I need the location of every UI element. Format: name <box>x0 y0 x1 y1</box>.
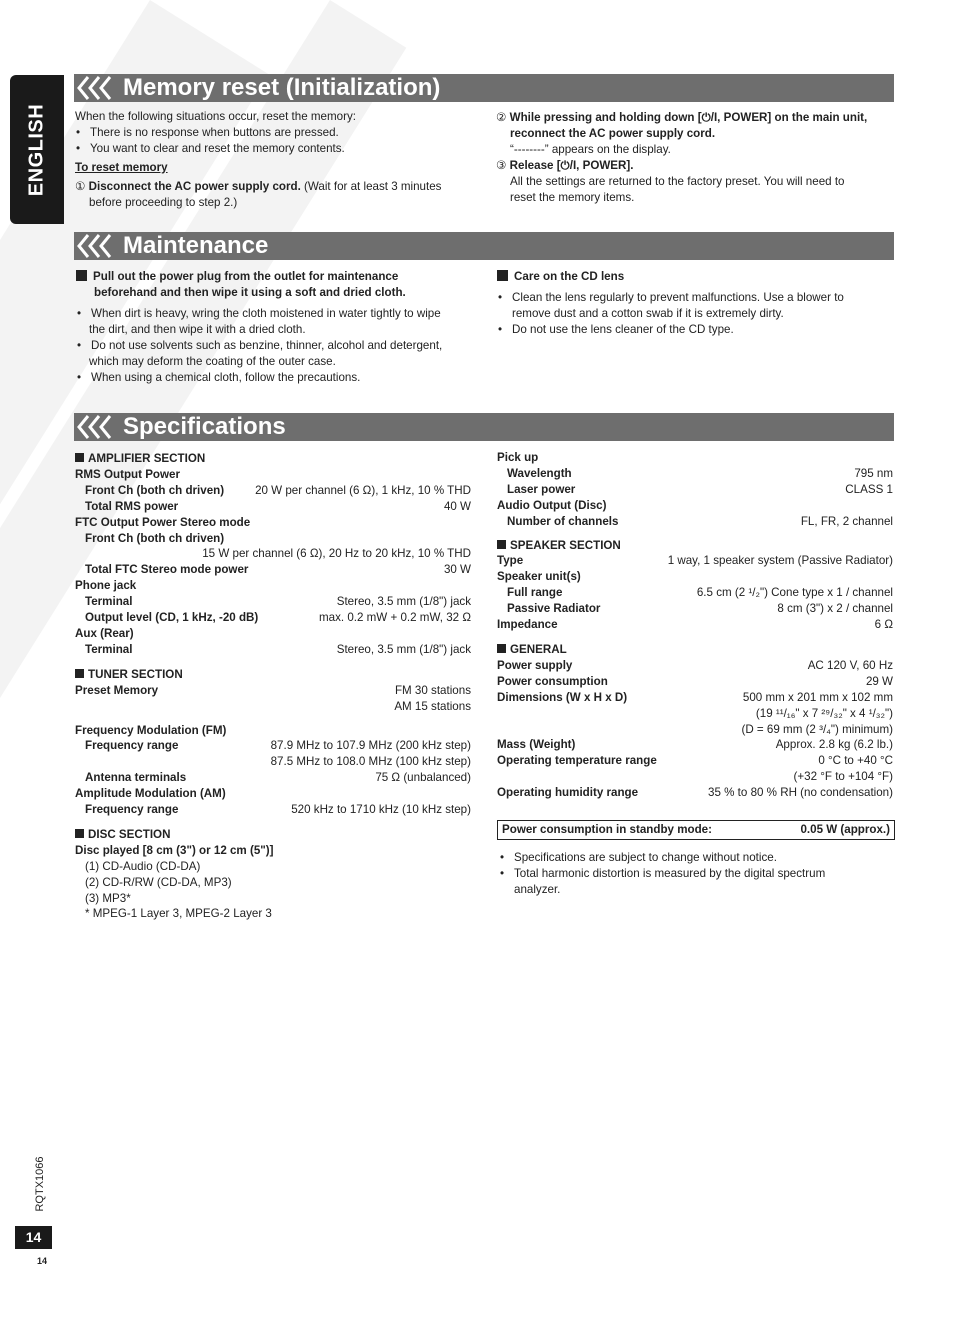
specifications-header <box>74 413 894 441</box>
cd-lens-heading: Care on the CD lens <box>497 269 897 285</box>
maintenance-bullets <box>76 306 476 386</box>
spec-value: 75 Ω (unbalanced) <box>375 771 471 785</box>
step-bold: Release [⏻/I, POWER]. <box>509 159 634 172</box>
spec-value: 20 W per channel (6 Ω), 1 kHz, 10 % THD <box>255 483 471 497</box>
spec-row <box>497 658 893 674</box>
spec-row <box>75 594 471 610</box>
amplifier-heading: AMPLIFIER SECTION <box>75 451 471 467</box>
specs-right-column <box>497 450 893 801</box>
step-bold: While pressing and holding down [⏻/I, POWER] on the main unit, <box>509 111 868 124</box>
spec-group: Aux (Rear) <box>75 626 134 640</box>
spec-value: FL, FR, 2 channel <box>800 514 893 528</box>
step-number: ② <box>496 111 507 124</box>
chevrons-icon <box>76 414 116 440</box>
memory-step-1 <box>75 179 475 195</box>
spec-value: 30 W <box>443 563 471 577</box>
spec-label: Preset Memory <box>75 683 159 697</box>
spec-label: Frequency range <box>85 803 179 817</box>
maintenance-left <box>76 269 476 386</box>
spec-group: Speaker unit(s) <box>497 570 581 584</box>
maintenance-heading-cont: beforehand and then wipe it using a soft and dried cloth. <box>94 286 406 299</box>
spec-label: Type <box>497 554 524 568</box>
spec-value: 15 W per channel (6 Ω), 20 Hz to 20 kHz, 10 % THD <box>202 547 471 561</box>
spec-row <box>497 690 893 706</box>
spec-label: Terminal <box>85 642 133 656</box>
spec-row <box>497 617 893 633</box>
spec-label: Number of channels <box>507 514 619 528</box>
spec-value: 40 W <box>443 499 471 513</box>
spec-row <box>75 683 471 699</box>
spec-label: Full range <box>507 586 563 600</box>
spec-value: 6.5 cm (2 ¹/₂") Cone type x 1 / channel <box>696 586 893 600</box>
section-title: Maintenance <box>123 232 269 259</box>
list-item: • Do not use the lens cleaner of the CD type. <box>497 322 897 338</box>
spec-row <box>497 737 893 753</box>
list-item: • There is no response when buttons are pressed. <box>75 125 475 141</box>
spec-row <box>75 499 471 515</box>
spec-label: Passive Radiator <box>507 602 601 616</box>
standby-power-box <box>497 820 895 840</box>
maintenance-right <box>497 269 897 338</box>
spec-value: AM 15 stations <box>394 699 471 713</box>
page-number-small: 14 <box>37 1256 48 1266</box>
spec-value: 8 cm (3") x 2 / channel <box>777 602 893 616</box>
step-number: ③ <box>496 159 507 172</box>
list-item: (3) MP3* <box>85 891 131 905</box>
spec-value: 795 nm <box>854 466 893 480</box>
list-item: • Specifications are subject to change without notice. <box>499 850 895 866</box>
spec-notes <box>499 850 895 898</box>
spec-group: Phone jack <box>75 579 137 593</box>
spec-row <box>75 738 471 754</box>
step-bold: Disconnect the AC power supply cord. <box>88 180 301 193</box>
language-tab <box>10 75 64 224</box>
spec-group: FTC Output Power Stereo mode <box>75 515 251 529</box>
spec-row <box>497 466 893 482</box>
spec-value: FM 30 stations <box>394 683 471 697</box>
spec-label: Mass (Weight) <box>497 738 576 752</box>
model-number: RQTX1066 <box>34 1156 46 1212</box>
spec-label: Front Ch (both ch driven) <box>85 483 225 497</box>
spec-label: Impedance <box>497 618 558 632</box>
list-item-cont: analyzer. <box>514 883 561 896</box>
spec-group: Frequency Modulation (FM) <box>75 723 227 737</box>
spec-label: Operating temperature range <box>497 754 657 768</box>
spec-value: AC 120 V, 60 Hz <box>807 658 893 672</box>
spec-value: 35 % to 80 % RH (no condensation) <box>708 786 893 800</box>
spec-value: 29 W <box>865 674 893 688</box>
list-item: • Total harmonic distortion is measured by the digital spectrum <box>499 866 895 882</box>
spec-row <box>75 610 471 626</box>
spec-row <box>75 642 471 658</box>
spec-row <box>497 674 893 690</box>
chevrons-icon <box>76 75 116 101</box>
spec-value: Stereo, 3.5 mm (1/8") jack <box>336 595 471 609</box>
spec-row <box>497 553 893 569</box>
step-number: ① <box>75 180 86 193</box>
step-note: “--------” appears on the display. <box>510 143 671 156</box>
list-item: • Do not use solvents such as benzine, thinner, alcohol and detergent, <box>76 338 476 354</box>
memory-subheading: To reset memory <box>75 161 168 174</box>
spec-group: Amplitude Modulation (AM) <box>75 787 226 801</box>
spec-label: Antenna terminals <box>85 771 187 785</box>
maintenance-heading: Pull out the power plug from the outlet for maintenance <box>76 269 476 285</box>
cd-lens-bullets <box>497 290 897 338</box>
spec-value: Stereo, 3.5 mm (1/8") jack <box>336 642 471 656</box>
list-item: • When using a chemical cloth, follow the precautions. <box>76 370 476 386</box>
memory-step-2 <box>496 110 896 126</box>
spec-row <box>497 753 893 769</box>
spec-label: Dimensions (W x H x D) <box>497 690 628 704</box>
spec-value: (+32 °F to +104 °F) <box>793 770 893 784</box>
general-heading: GENERAL <box>497 642 893 658</box>
disc-heading: DISC SECTION <box>75 827 471 843</box>
specs-left-column <box>75 451 471 922</box>
spec-group: Pick up <box>497 451 539 464</box>
spec-row <box>75 562 471 578</box>
footnote: * MPEG-1 Layer 3, MPEG-2 Layer 3 <box>85 907 272 921</box>
speaker-heading: SPEAKER SECTION <box>497 538 893 554</box>
spec-value: 500 mm x 201 mm x 102 mm <box>742 690 893 704</box>
list-item: • You want to clear and reset the memory contents. <box>75 141 475 157</box>
spec-label: Terminal <box>85 595 133 609</box>
spec-label: Total RMS power <box>85 499 179 513</box>
spec-group: Audio Output (Disc) <box>497 498 607 512</box>
step-text: before proceeding to step 2.) <box>89 196 238 209</box>
spec-row <box>75 770 471 786</box>
spec-group: Disc played [8 cm (3") or 12 cm (5")] <box>75 843 274 857</box>
spec-value: (D = 69 mm (2 ³/₄") minimum) <box>741 722 893 736</box>
maintenance-header <box>74 232 894 260</box>
spec-label: Laser power <box>507 482 576 496</box>
spec-label: Frequency range <box>85 739 179 753</box>
spec-row <box>497 785 893 801</box>
tuner-heading: TUNER SECTION <box>75 667 471 683</box>
spec-label: Operating humidity range <box>497 786 639 800</box>
spec-group: RMS Output Power <box>75 467 180 481</box>
language-label: ENGLISH <box>25 103 48 196</box>
list-item: (2) CD-R/RW (CD-DA, MP3) <box>85 875 232 889</box>
memory-reset-right <box>496 110 896 206</box>
spec-label: Total FTC Stereo mode power <box>85 563 249 577</box>
spec-row <box>75 802 471 818</box>
spec-value: max. 0.2 mW + 0.2 mW, 32 Ω <box>318 611 471 625</box>
section-title: Memory reset (Initialization) <box>123 74 441 101</box>
memory-reset-left <box>75 109 475 211</box>
spec-row <box>497 601 893 617</box>
section-title: Specifications <box>123 413 286 440</box>
standby-label: Power consumption in standby mode: <box>502 823 712 836</box>
spec-value: Approx. 2.8 kg (6.2 lb.) <box>775 738 893 752</box>
spec-value: (19 ¹¹/₁₆" x 7 ²⁹/₃₂" x 4 ¹/₃₂") <box>755 706 893 720</box>
spec-label: Output level (CD, 1 kHz, -20 dB) <box>85 611 259 625</box>
spec-row <box>75 483 471 499</box>
spec-value: 6 Ω <box>874 618 893 632</box>
step-bold: reconnect the AC power supply cord. <box>510 127 716 140</box>
list-item: • When dirt is heavy, wring the cloth moistened in water tightly to wipe <box>76 306 476 322</box>
list-item: • Clean the lens regularly to prevent malfunctions. Use a blower to <box>497 290 897 306</box>
step-text: All the settings are returned to the factory preset. You will need to <box>510 175 845 188</box>
spec-value: 1 way, 1 speaker system (Passive Radiator) <box>667 554 893 568</box>
memory-reset-header <box>74 74 894 102</box>
spec-row <box>497 514 893 530</box>
spec-value: CLASS 1 <box>845 482 893 496</box>
page-number: 14 <box>15 1226 52 1249</box>
standby-value: 0.05 W (approx.) <box>800 823 890 836</box>
list-item-cont: the dirt, and then wipe it with a dried cloth. <box>89 323 306 336</box>
spec-label: Front Ch (both ch driven) <box>85 531 225 545</box>
chevrons-icon <box>76 233 116 259</box>
list-item-cont: which may deform the coating of the outer case. <box>89 355 336 368</box>
spec-label: Power supply <box>497 658 573 672</box>
step-text: reset the memory items. <box>510 191 635 204</box>
memory-step-3 <box>496 158 896 174</box>
spec-value: 520 kHz to 1710 kHz (10 kHz step) <box>291 803 471 817</box>
spec-label: Power consumption <box>497 674 608 688</box>
memory-intro: When the following situations occur, reset the memory: <box>75 110 356 123</box>
spec-row <box>497 585 893 601</box>
spec-value: 87.9 MHz to 107.9 MHz (200 kHz step) <box>270 739 471 753</box>
list-item: (1) CD-Audio (CD-DA) <box>85 859 201 873</box>
spec-value: 87.5 MHz to 108.0 MHz (100 kHz step) <box>270 755 471 769</box>
spec-row <box>497 482 893 498</box>
list-item-cont: remove dust and a cotton swab if it is extremely dirty. <box>512 307 784 320</box>
spec-label: Wavelength <box>507 466 572 480</box>
spec-value: 0 °C to +40 °C <box>818 754 893 768</box>
step-text: (Wait for at least 3 minutes <box>300 180 442 193</box>
